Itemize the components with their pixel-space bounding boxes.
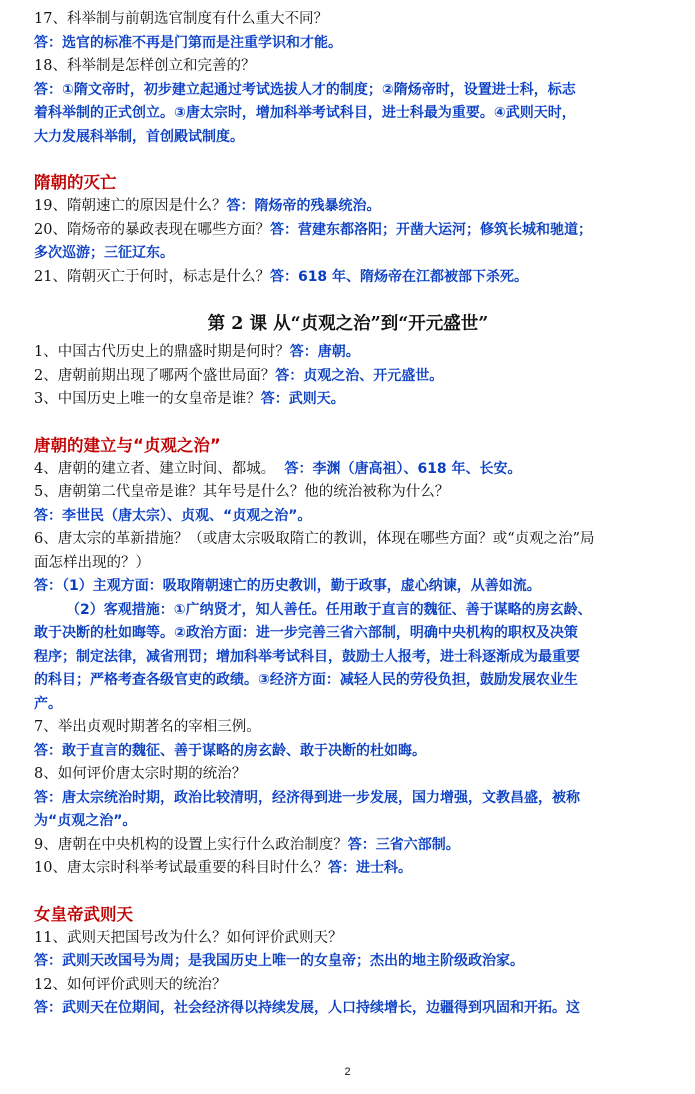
question-1: 1、中国古代历史上的鼎盛时期是何时？ <box>34 344 290 360</box>
qa-9 <box>34 834 662 858</box>
qa-19 <box>34 195 662 219</box>
qa-20 <box>34 219 662 243</box>
answer-20-line-2: 多次巡游；三征辽东。 <box>34 245 174 261</box>
section-title-sui-fall: 隋朝的灭亡 <box>34 173 117 192</box>
page-content <box>34 8 662 1021</box>
answer-6-line-4: 程序；制定法律，减省刑罚；增加科举考试科目，鼓励士人报考，进士科逐渐成为最重要 <box>34 648 580 665</box>
question-21: 21、隋朝灭亡于何时，标志是什么？ <box>34 268 270 285</box>
qa-1 <box>34 341 662 365</box>
qa-3 <box>34 388 662 412</box>
question-19: 19、隋朝速亡的原因是什么？ <box>34 198 227 214</box>
question-7: 7、举出贞观时期著名的宰相三例。 <box>34 719 261 735</box>
answer-12: 答：武则天在位期间，社会经济得以持续发展，人口持续增长，边疆得到巩固和开拓。这 <box>34 1000 580 1016</box>
answer-3: 答：武则天。 <box>260 391 345 407</box>
answer-8-line-2: 为“贞观之治”。 <box>34 813 137 829</box>
answer-20-line-1: 答：营建东都洛阳；开凿大运河；修筑长城和驰道； <box>269 221 592 238</box>
answer-8-line-1: 答：唐太宗统治时期，政治比较清明，经济得到进一步发展，国力增强，文教昌盛，被称 <box>34 789 580 806</box>
answer-4: 答：李渊（唐高祖）、618 年、长安。 <box>284 460 522 477</box>
page-number: 2 <box>344 1066 351 1078</box>
question-10: 10、唐太宗时科举考试最重要的科目时什么？ <box>34 860 328 876</box>
question-6-line-2: 面怎样出现的？） <box>34 554 150 571</box>
answer-5: 答：李世民（唐太宗）、贞观、“贞观之治”。 <box>34 507 312 524</box>
answer-9: 答：三省六部制。 <box>347 836 460 853</box>
section-title-wu-zetian: 女皇帝武则天 <box>34 904 133 924</box>
question-11: 11、武则天把国号改为什么？如何评价武则天？ <box>34 929 343 946</box>
answer-10: 答：进士科。 <box>327 860 412 876</box>
question-4: 4、唐朝的建立者、建立时间、都城。 <box>34 460 276 477</box>
answer-6-line-1: 答：（1）主观方面：吸取隋朝速亡的历史教训，勤于政事，虚心纳谏，从善如流。 <box>34 578 541 594</box>
answer-6-line-5: 的科目；严格考查各级官吏的政绩。③经济方面：减轻人民的劳役负担，鼓励发展农业生 <box>34 672 578 688</box>
answer-6-line-2: （2）客观措施：①广纳贤才，知人善任。任用敢于直言的魏征、善于谋略的房玄龄、 <box>66 601 592 618</box>
lesson-title: 第 2 课 从“贞观之治”到“开元盛世” <box>207 314 489 334</box>
qa-2 <box>34 365 662 389</box>
answer-1: 答：唐朝。 <box>289 344 360 360</box>
question-5: 5、唐朝第二代皇帝是谁？其年号是什么？他的统治被称为什么？ <box>34 484 450 500</box>
answer-17: 答：选官的标准不再是门第而是注重学识和才能。 <box>34 34 342 51</box>
answer-21: 答：618 年、隋炀帝在江都被部下杀死。 <box>269 268 529 285</box>
question-3: 3、中国历史上唯一的女皇帝是谁？ <box>34 391 261 407</box>
answer-7: 答：敢于直言的魏征、善于谋略的房玄龄、敢于决断的杜如晦。 <box>34 742 426 759</box>
answer-18-line-1: 答：①隋文帝时，初步建立起通过考试选拔人才的制度；②隋炀帝时，设置进士科，标志 <box>34 81 576 98</box>
question-18: 18、科举制是怎样创立和完善的？ <box>34 58 256 74</box>
section-title-tang-founding: 唐朝的建立与“贞观之治” <box>34 435 221 455</box>
qa-10 <box>34 857 662 881</box>
answer-11: 答：武则天改国号为周；是我国历史上唯一的女皇帝；杰出的地主阶级政治家。 <box>34 953 524 969</box>
qa-4 <box>34 458 662 482</box>
question-20: 20、隋炀帝的暴政表现在哪些方面？ <box>34 221 270 238</box>
question-2: 2、唐朝前期出现了哪两个盛世局面？ <box>34 367 276 384</box>
question-17: 17、科举制与前朝选官制度有什么重大不同？ <box>34 11 328 27</box>
answer-6-line-3: 敢于决断的杜如晦等。②政治方面：进一步完善三省六部制，明确中央机构的职权及决策 <box>34 625 578 641</box>
answer-6-line-6: 产。 <box>34 695 62 712</box>
question-6-line-1: 6、唐太宗的革新措施？（或唐太宗吸取隋亡的教训，体现在哪些方面？或“贞观之治”局 <box>34 531 595 547</box>
answer-19: 答：隋炀帝的残暴统治。 <box>226 198 381 214</box>
qa-21 <box>34 266 662 290</box>
question-8: 8、如何评价唐太宗时期的统治？ <box>34 766 247 782</box>
answer-18-line-3: 大力发展科举制，首创殿试制度。 <box>34 128 244 145</box>
question-9: 9、唐朝在中央机构的设置上实行什么政治制度？ <box>34 836 348 853</box>
answer-2: 答：贞观之治、开元盛世。 <box>275 367 444 384</box>
answer-18-line-2: 着科举制的正式创立。③唐太宗时，增加科举考试科目，进士科最为重要。④武则天时， <box>34 105 576 121</box>
question-12: 12、如何评价武则天的统治？ <box>34 976 227 993</box>
